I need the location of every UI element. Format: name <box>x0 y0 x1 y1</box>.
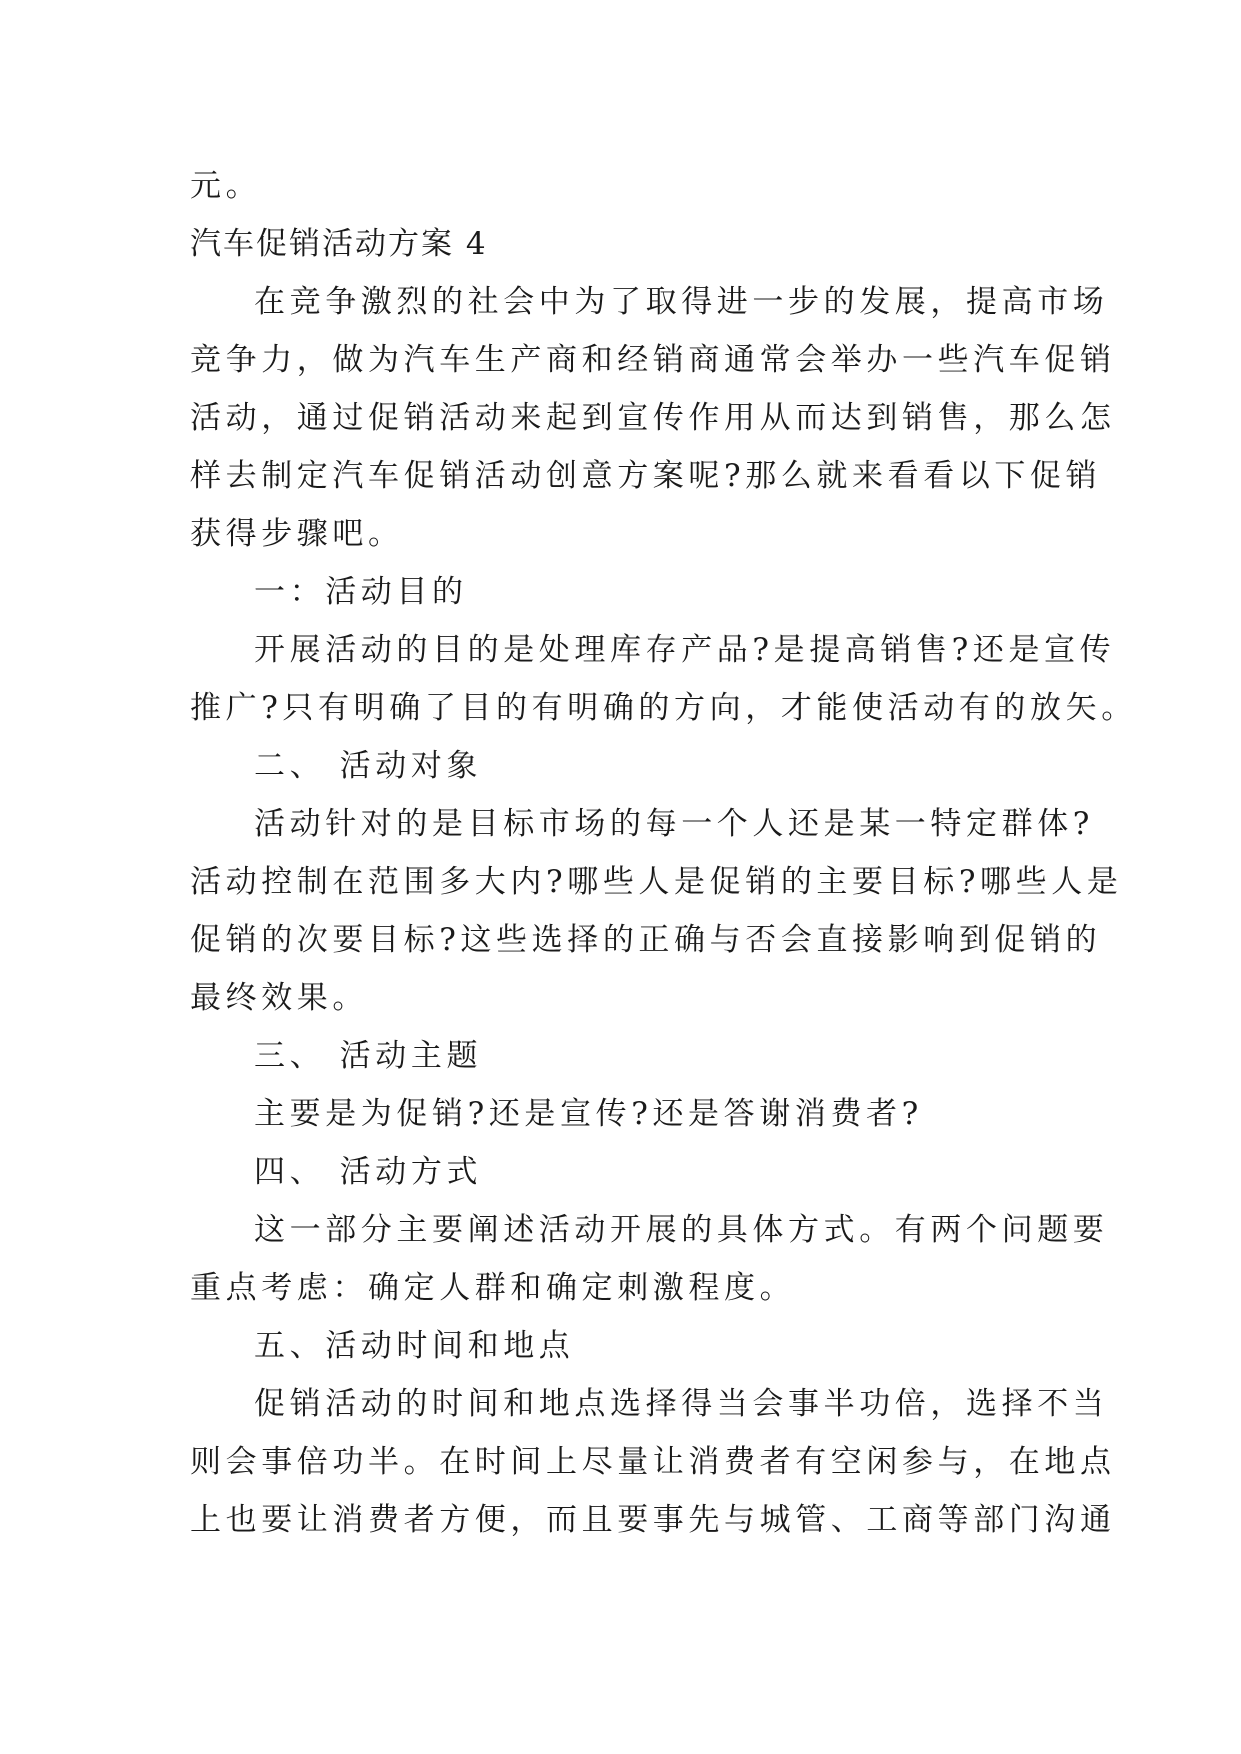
subheading: 四、 活动方式 <box>254 1154 483 1190</box>
text-line: 主要是为促销?还是宣传?还是答谢消费者? <box>254 1096 923 1132</box>
text-line: 则会事倍功半。在时间上尽量让消费者有空闲参与，在地点 <box>190 1444 1116 1480</box>
text-line: 最终效果。 <box>190 980 368 1016</box>
text-line: 促销的次要目标?这些选择的正确与否会直接影响到促销的 <box>190 922 1102 958</box>
text-line: 促销活动的时间和地点选择得当会事半功倍，选择不当 <box>254 1386 1109 1422</box>
text-line: 在竞争激烈的社会中为了取得进一步的发展，提高市场 <box>254 284 1109 320</box>
text-line: 样去制定汽车促销活动创意方案呢?那么就来看看以下促销 <box>190 458 1102 494</box>
text-line: 重点考虑：确定人群和确定刺激程度。 <box>190 1270 796 1306</box>
text-line: 活动控制在范围多大内?哪些人是促销的主要目标?哪些人是 <box>190 864 1123 900</box>
text-line: 竞争力，做为汽车生产商和经销商通常会举办一些汽车促销 <box>190 342 1116 378</box>
text-line: 推广?只有明确了目的有明确的方向，才能使活动有的放矢。 <box>190 690 1137 726</box>
text-line: 活动针对的是目标市场的每一个人还是某一特定群体? <box>254 806 1095 842</box>
subheading: 一：活动目的 <box>254 574 468 610</box>
subheading: 二、 活动对象 <box>254 748 483 784</box>
text-line: 活动，通过促销活动来起到宣传作用从而达到销售，那么怎 <box>190 400 1116 436</box>
subheading: 三、 活动主题 <box>254 1038 483 1074</box>
text-line: 上也要让消费者方便，而且要事先与城管、工商等部门沟通 <box>190 1502 1116 1538</box>
text-line: 元。 <box>190 168 262 204</box>
subheading: 五、活动时间和地点 <box>254 1328 575 1364</box>
text-line: 开展活动的目的是处理库存产品?是提高销售?还是宣传 <box>254 632 1116 668</box>
text-line: 获得步骤吧。 <box>190 516 404 552</box>
text-line: 这一部分主要阐述活动开展的具体方式。有两个问题要 <box>254 1212 1109 1248</box>
section-title: 汽车促销活动方案 4 <box>190 226 488 262</box>
